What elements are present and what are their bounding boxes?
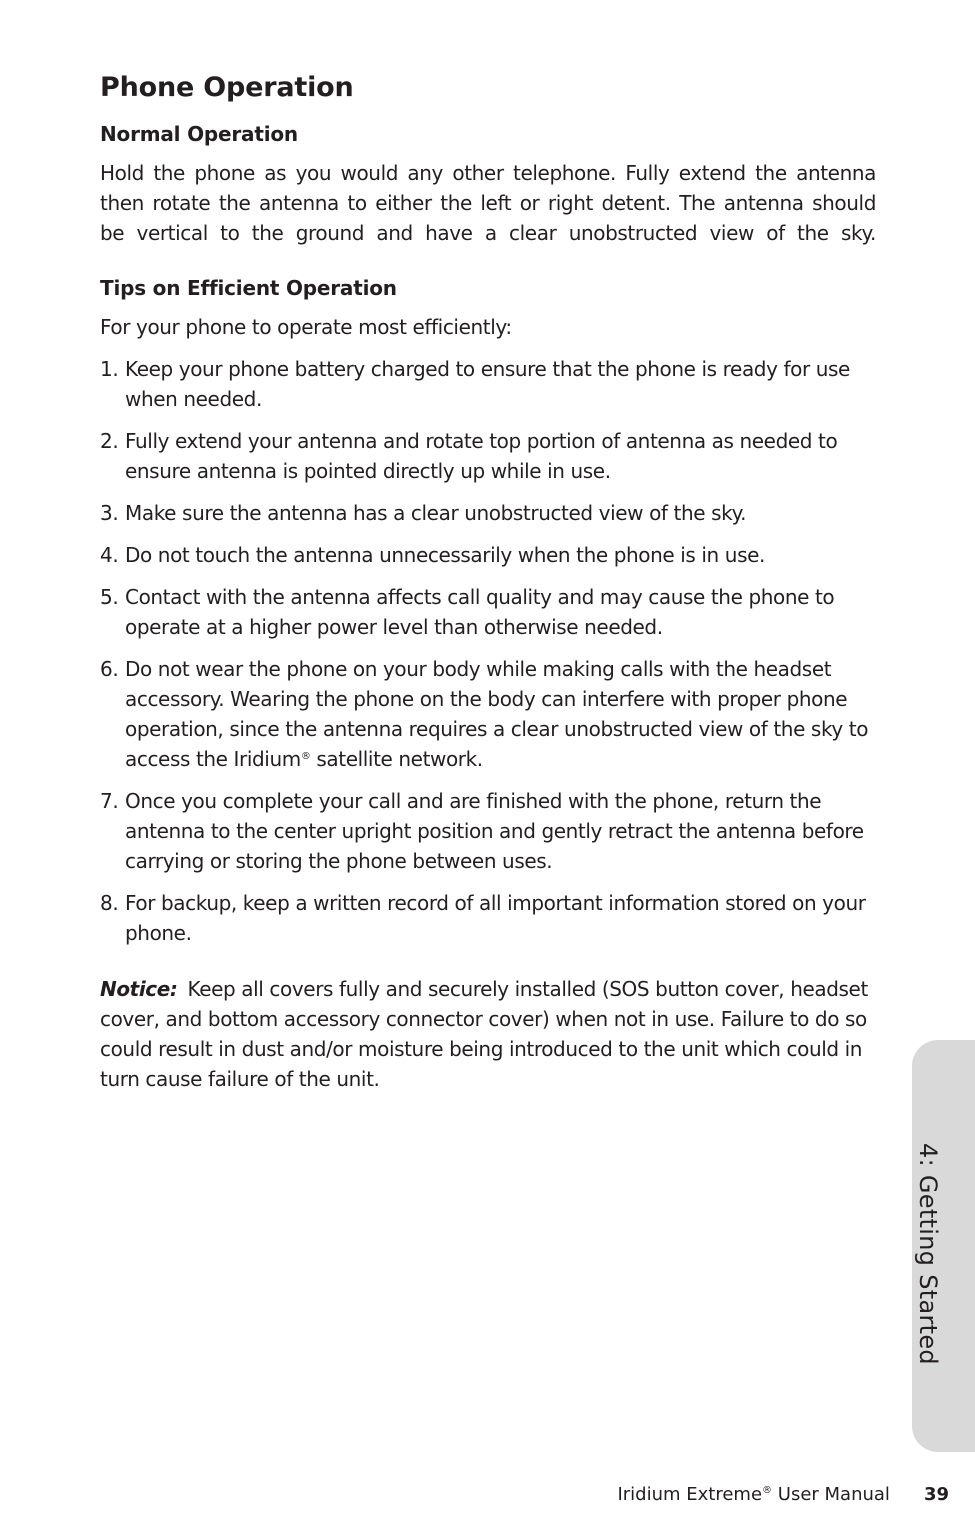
normal-operation-line-3: be vertical to the ground and have a clear unobstructed view of the sky. (100, 221, 876, 245)
manual-title (617, 1484, 889, 1505)
registered-mark: ® (300, 751, 311, 762)
list-item-number: 1. (100, 357, 119, 381)
list-item-number: 6. (100, 657, 119, 681)
list-item (100, 888, 876, 948)
list-item-text: Make sure the antenna has a clear unobstructed view of the sky. (125, 501, 747, 525)
manual-name: Iridium Extreme (617, 1484, 763, 1505)
list-item (100, 540, 876, 570)
normal-operation-line-2: then rotate the antenna to either the left or right detent. The antenna should (100, 191, 876, 215)
tips-list (100, 354, 876, 948)
page-number: 39 (923, 1484, 949, 1505)
normal-operation-heading: Normal Operation (100, 122, 298, 146)
tips-heading: Tips on Efficient Operation (100, 276, 397, 300)
notice-label: Notice: (100, 977, 178, 1001)
list-item-text: Fully extend your antenna and rotate top portion of antenna as needed to ensure antenna is pointed directly up while in use. (125, 429, 838, 483)
list-item-text: Keep your phone battery charged to ensure that the phone is ready for use when needed. (125, 357, 850, 411)
list-item (100, 786, 876, 876)
tips-intro: For your phone to operate most efficiently: (100, 315, 512, 339)
registered-mark: ® (762, 1485, 773, 1496)
notice-paragraph (100, 974, 876, 1094)
list-item (100, 498, 876, 528)
notice-text: Keep all covers fully and securely installed (SOS button cover, headset cover, and bottom accessory connector cover) when not in use. Failure to do so could result in dust and/or moisture being introduced to the unit which could in turn cause failure of the unit. (100, 977, 868, 1091)
list-item-number: 2. (100, 429, 119, 453)
list-item-number: 5. (100, 585, 119, 609)
list-item-text-end: satellite network. (310, 747, 483, 771)
page-title: Phone Operation (100, 72, 354, 103)
manual-suffix: User Manual (772, 1484, 890, 1505)
list-item-text: Do not wear the phone on your body while making calls with the headset accessory. Wearing the phone on the body can interfere with proper phone operation, since the antenna requires a clear unobstructed view of the sky to access the Iridium (125, 657, 869, 771)
list-item-text: Do not touch the antenna unnecessarily when the phone is in use. (125, 543, 765, 567)
list-item-number: 4. (100, 543, 119, 567)
list-item (100, 654, 876, 774)
list-item (100, 354, 876, 414)
list-item-text: Contact with the antenna affects call quality and may cause the phone to operate at a higher power level than otherwise needed. (125, 585, 835, 639)
chapter-tab-label: 4: Getting Started (914, 1143, 942, 1365)
list-item (100, 426, 876, 486)
list-item-number: 8. (100, 891, 119, 915)
normal-operation-line-1: Hold the phone as you would any other telephone. Fully extend the antenna (100, 161, 876, 185)
list-item-text: Once you complete your call and are finished with the phone, return the antenna to the center upright position and gently retract the antenna before carrying or storing the phone between uses. (125, 789, 864, 873)
list-item (100, 582, 876, 642)
list-item-number: 7. (100, 789, 119, 813)
page-footer (617, 1484, 949, 1505)
page-content (100, 70, 876, 1094)
list-item-text: For backup, keep a written record of all important information stored on your phone. (125, 891, 866, 945)
list-item-number: 3. (100, 501, 119, 525)
